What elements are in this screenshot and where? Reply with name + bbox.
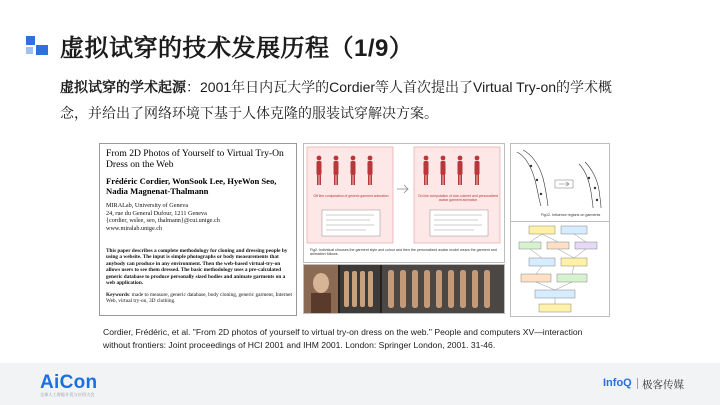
- title-bullet-icon: [26, 36, 48, 54]
- slide-title: 虚拟试穿的技术发展历程（1/9）: [60, 35, 414, 62]
- paper-affiliation-line: 24, rue du General Dufour, 1211 Geneva: [106, 209, 207, 217]
- fig2-caption-right: On line computation of size-colored and personalized avatar garment animation: [418, 194, 498, 202]
- paper-keywords-label: Keywords: [106, 292, 129, 298]
- aicon-subtitle: 全球人工智能开发与应用大会: [40, 392, 95, 397]
- geekbang-logo: 极客传媒: [642, 379, 684, 391]
- paper-abstract: This paper describes a complete methodology for cloning and dressing people by using a website. The input is simple photographs or body measurements that anybody can produce in any environment. Then the web-based virtual-try-on allows users to see them dressed. The basic methodology uses a pre-calculated generic database to produce personally sized bodies and animate garments on a web application.: [106, 248, 288, 287]
- figure-influence-regions: [510, 143, 610, 222]
- intro-bold: 虚拟试穿的学术起源: [60, 79, 186, 95]
- fig2-caption: Fig2. Individual chooses the garment style and colour and then the personalized avatar model wears the garment and animation follows.: [310, 248, 497, 257]
- intro-paragraph: [60, 74, 620, 126]
- fig4-caption: Fig12. Influence regions on garments: [541, 213, 601, 217]
- photo-strip-illustration: [304, 265, 504, 313]
- figure-photo-strip: [303, 264, 505, 314]
- intro-text: ：2001年日内瓦大学的Cordier等人首次提出了Virtual Try-on的学术概念，并给出了网络环境下基于人体克隆的服装试穿解决方案。: [60, 79, 613, 121]
- footer-divider: [637, 378, 638, 389]
- paper-first-page: [99, 143, 297, 316]
- paper-keywords-text: : made to measure, generic database, body cloning, generic garment, Internet Web, virtual try-on, 3D clothing.: [106, 292, 292, 305]
- paper-affiliation: [106, 202, 292, 232]
- figure-avatar-pipeline: [303, 143, 505, 263]
- fig2-caption-left: Off line computation of generic garment animation: [313, 194, 389, 198]
- infoq-logo: InfoQ: [603, 377, 632, 389]
- influence-regions-illustration: [511, 144, 609, 212]
- paper-title: From 2D Photos of Yourself to Virtual Try-On Dress on the Web: [106, 148, 284, 170]
- paper-authors: Frédéric Cordier, WonSook Lee, HyeWon Seo, Nadia Magnenat-Thalmann: [106, 176, 277, 196]
- paper-keywords: [106, 292, 292, 305]
- aicon-logo: AiCon: [40, 372, 98, 393]
- paper-affiliation-line: {cordier, wslee, seo, thalmann}@cui.unige.ch: [106, 217, 220, 224]
- flowchart-illustration: [511, 222, 609, 316]
- paper-affiliation-line: MIRALab, University of Geneva: [106, 202, 189, 209]
- citation: Cordier, Frédéric, et al. "From 2D photos of yourself to virtual try-on dress on the web." People and computers XV—interaction without frontiers: Joint proceedings of HCI 2001 and IHM 2001. London: Springer London, 2001. 31-46.: [103, 327, 583, 350]
- paper-affiliation-line: www.miralab.unige.ch: [106, 224, 163, 232]
- figure-flowchart: [510, 221, 610, 317]
